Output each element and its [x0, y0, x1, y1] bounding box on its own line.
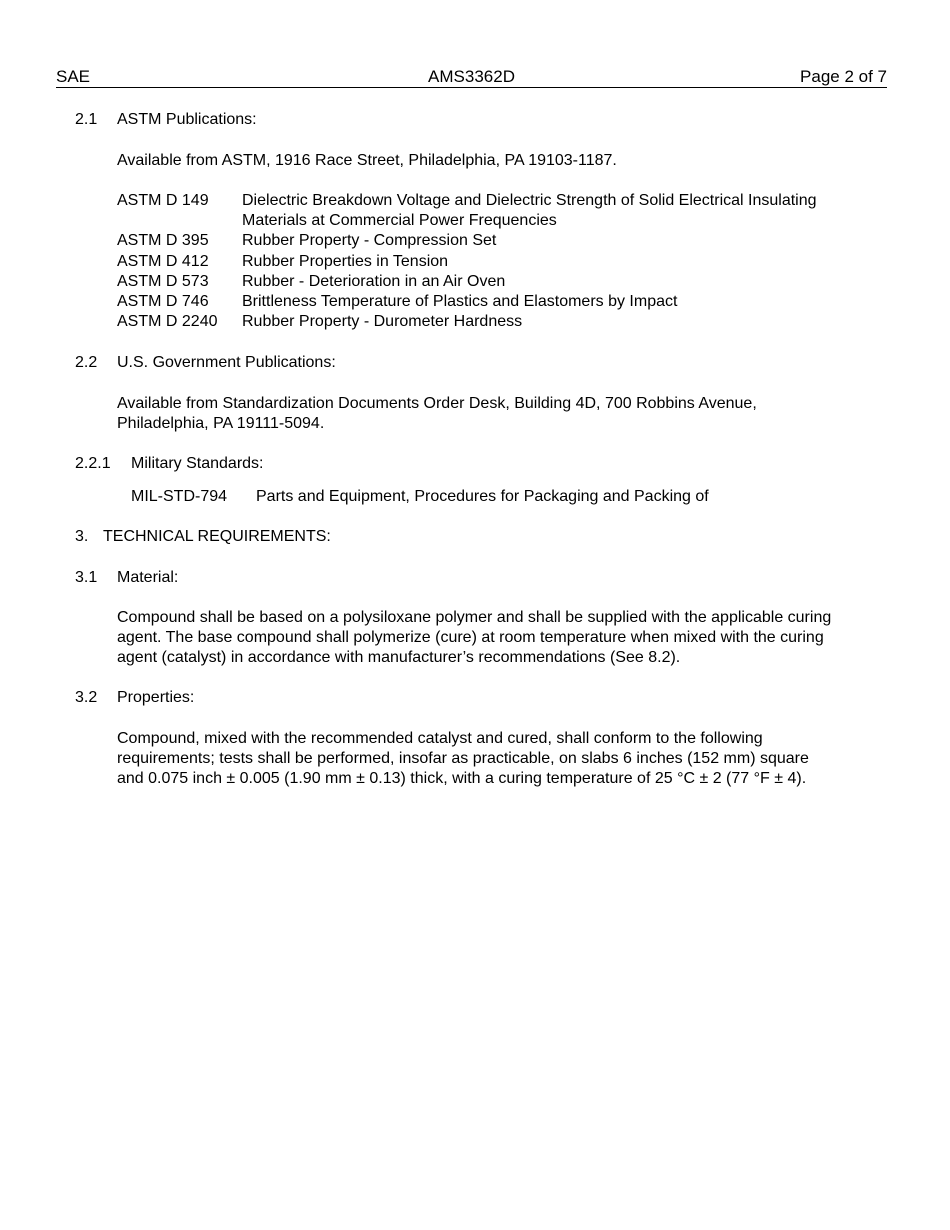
- availability-text-continued: Philadelphia, PA 19111-5094.: [117, 415, 325, 432]
- section-title: Material:: [117, 569, 179, 586]
- paragraph-line: and 0.075 inch ± 0.005 (1.90 mm ± 0.13) thick, with a curing temperature of 25 °C ± 2 (77 °F ± 4).: [117, 770, 807, 787]
- section-number: 3.2: [75, 689, 98, 706]
- section-title: Properties:: [117, 689, 195, 706]
- availability-text: Available from ASTM, 1916 Race Street, Philadelphia, PA 19103-1187.: [117, 152, 617, 169]
- paragraph-line: agent (catalyst) in accordance with manufacturer’s recommendations (See 8.2).: [117, 649, 681, 666]
- section-number: 3.: [75, 528, 89, 545]
- reference-title: Rubber Properties in Tension: [242, 253, 449, 270]
- paragraph-line: Compound shall be based on a polysiloxane polymer and shall be supplied with the applicable curing: [117, 609, 832, 626]
- reference-title: Parts and Equipment, Procedures for Packaging and Packing of: [256, 488, 709, 505]
- availability-text: Available from Standardization Documents Order Desk, Building 4D, 700 Robbins Avenue,: [117, 395, 757, 412]
- header-page-number: Page 2 of 7: [800, 67, 887, 86]
- reference-title-continued: Materials at Commercial Power Frequencies: [242, 212, 557, 229]
- reference-code: ASTM D 149: [117, 192, 209, 209]
- section-number: 3.1: [75, 569, 98, 586]
- reference-title: Rubber Property - Durometer Hardness: [242, 313, 523, 330]
- section-number: 2.2: [75, 354, 98, 371]
- paragraph-line: requirements; tests shall be performed, insofar as practicable, on slabs 6 inches (152 mm) square: [117, 750, 809, 767]
- reference-code: MIL-STD-794: [131, 488, 228, 505]
- section-title: TECHNICAL REQUIREMENTS:: [103, 528, 331, 545]
- reference-code: ASTM D 2240: [117, 313, 218, 330]
- paragraph-line: Compound, mixed with the recommended catalyst and cured, shall conform to the following: [117, 730, 763, 747]
- reference-code: ASTM D 746: [117, 293, 209, 310]
- reference-code: ASTM D 412: [117, 253, 209, 270]
- reference-title: Rubber - Deterioration in an Air Oven: [242, 273, 506, 290]
- reference-code: ASTM D 395: [117, 232, 209, 249]
- reference-title: Dielectric Breakdown Voltage and Dielectric Strength of Solid Electrical Insulating: [242, 192, 817, 209]
- section-title: Military Standards:: [131, 455, 264, 472]
- reference-title: Brittleness Temperature of Plastics and Elastomers by Impact: [242, 293, 678, 310]
- header-org: SAE: [56, 67, 91, 86]
- section-number: 2.1: [75, 111, 98, 128]
- section-number: 2.2.1: [75, 455, 111, 472]
- header-doc-id: AMS3362D: [428, 67, 515, 86]
- page-header: [56, 67, 887, 88]
- reference-title: Rubber Property - Compression Set: [242, 232, 497, 249]
- reference-code: ASTM D 573: [117, 273, 209, 290]
- section-title: ASTM Publications:: [117, 111, 257, 128]
- section-title: U.S. Government Publications:: [117, 354, 336, 371]
- paragraph-line: agent. The base compound shall polymerize (cure) at room temperature when mixed with the curing: [117, 629, 824, 646]
